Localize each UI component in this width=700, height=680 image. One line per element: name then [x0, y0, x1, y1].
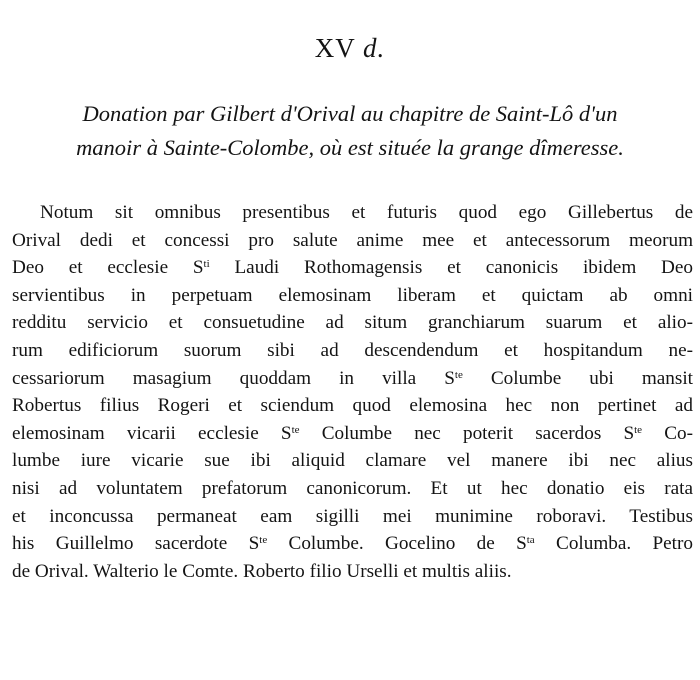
- title-line: manoir à Sainte-Colombe, où est située la grange dîmeresse.: [76, 135, 624, 160]
- charter-line: [12, 365, 693, 393]
- charter-line: lumbe iure vicarie sue ibi aliquid clamare vel manere ibi nec alius: [12, 450, 693, 472]
- charter-line: redditu servicio et consuetudine ad situm granchiarum suarum et alio-: [12, 312, 693, 334]
- document-number-letter: d.: [363, 33, 386, 63]
- charter-line: [12, 530, 693, 558]
- charter-line: Orival dedi et concessi pro salute anime mee et antecessorum meorum: [12, 229, 693, 251]
- saint-abbreviation: $S^{te}$: [248, 533, 268, 555]
- saint-abbreviation: $S^{ti}$: [192, 257, 210, 279]
- charter-line: servientibus in perpetuam elemosinam liberam et quictam ab omni: [12, 284, 693, 306]
- saint-abbreviation: $S^{te}$: [623, 422, 643, 444]
- charter-line: [12, 420, 693, 448]
- line-segment: Columbe. Gocelino de: [267, 533, 517, 555]
- document-number: [0, 32, 700, 64]
- document-number-roman: XV: [314, 33, 356, 63]
- line-segment: cessariorum masagium quoddam in villa: [12, 367, 445, 389]
- line-segment: Columbe nec poterit sacerdos: [299, 422, 624, 444]
- charter-text: [12, 199, 693, 585]
- charter-line: de Orival. Walterio le Comte. Roberto filio Urselli et multis aliis.: [12, 560, 512, 582]
- charter-line: et inconcussa permaneat eam sigilli mei munimine roboravi. Testibus: [12, 505, 693, 527]
- charter-line: Robertus filius Rogeri et sciendum quod elemosina hec non pertinet ad: [12, 395, 693, 417]
- charter-line: nisi ad voluntatem prefatorum canonicorum. Et ut hec donatio eis rata: [12, 477, 693, 499]
- charter-line: [12, 254, 693, 282]
- line-segment: Co-: [642, 422, 693, 444]
- line-segment: elemosinam vicarii ecclesie: [12, 422, 281, 444]
- line-segment: Columbe ubi mansit: [462, 367, 693, 389]
- saint-abbreviation: $S^{te}$: [280, 422, 300, 444]
- title-line: Donation par Gilbert d'Orival au chapitre de Saint-Lô d'un: [82, 101, 618, 126]
- line-segment: Columba. Petro: [534, 533, 693, 555]
- saint-abbreviation: $S^{ta}$: [516, 533, 535, 555]
- document-title: [12, 97, 688, 165]
- charter-line: Notum sit omnibus presentibus et futuris quod ego Gillebertus de: [40, 202, 693, 223]
- saint-abbreviation: $S^{te}$: [444, 367, 463, 389]
- charter-line: rum edificiorum suorum sibi ad descendendum et hospitandum ne-: [12, 339, 693, 361]
- line-segment: Laudi Rothomagensis et canonicis ibidem Deo: [209, 257, 693, 279]
- line-segment: his Guillelmo sacerdote: [12, 533, 249, 555]
- line-segment: Deo et ecclesie: [12, 257, 193, 279]
